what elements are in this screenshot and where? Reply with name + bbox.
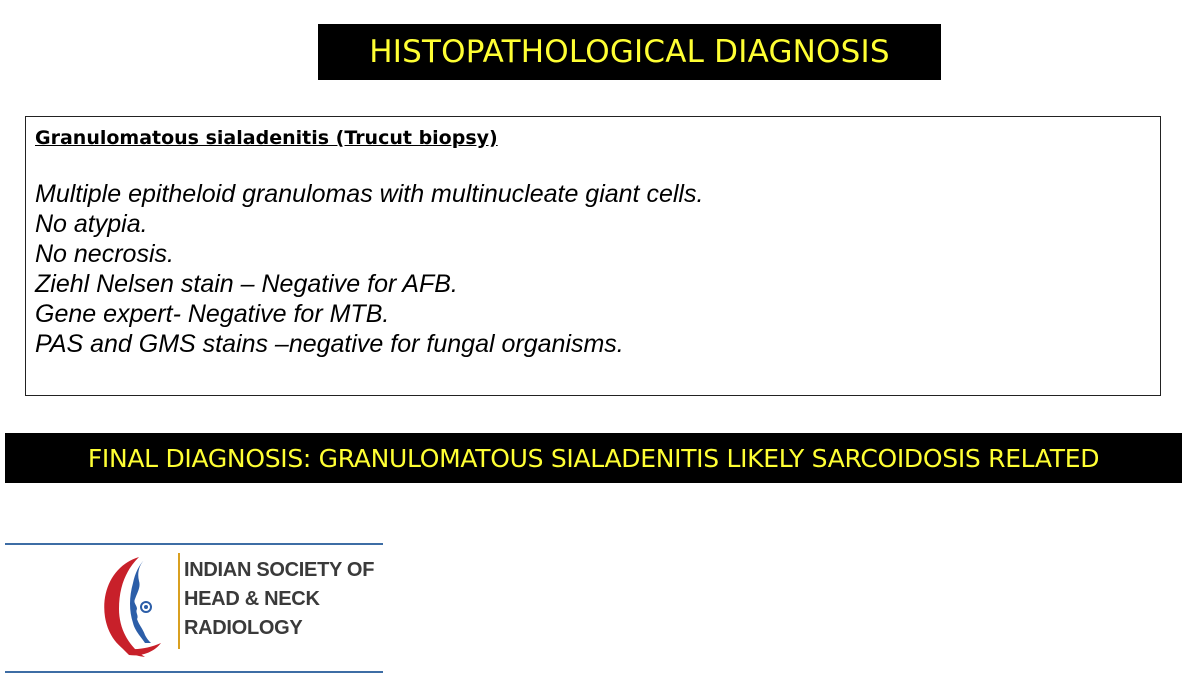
finding-line: Ziehl Nelsen stain – Negative for AFB. xyxy=(35,270,458,298)
logo-text xyxy=(184,556,374,643)
page-title: HISTOPATHOLOGICAL DIAGNOSIS xyxy=(369,34,890,70)
findings-box xyxy=(25,116,1161,396)
logo-top-rule xyxy=(5,543,383,545)
final-diagnosis-banner xyxy=(5,433,1182,483)
finding-line: No necrosis. xyxy=(35,240,174,268)
logo-line: INDIAN SOCIETY OF xyxy=(184,559,375,581)
findings-list xyxy=(35,179,1151,359)
logo-line: HEAD & NECK xyxy=(184,588,320,610)
title-banner xyxy=(318,24,941,80)
logo-divider xyxy=(178,553,180,649)
logo-line: RADIOLOGY xyxy=(184,617,303,639)
finding-line: Multiple epitheloid granulomas with multinucleate giant cells. xyxy=(35,180,704,208)
finding-line: PAS and GMS stains –negative for fungal organisms. xyxy=(35,330,624,358)
finding-line: No atypia. xyxy=(35,210,148,238)
logo-bottom-rule xyxy=(5,671,383,673)
head-profile-icon xyxy=(99,551,179,661)
findings-heading: Granulomatous sialadenitis (Trucut biopsy) xyxy=(35,127,498,149)
final-diagnosis-text: FINAL DIAGNOSIS: GRANULOMATOUS SIALADENITIS LIKELY SARCOIDOSIS RELATED xyxy=(87,443,1100,473)
society-logo xyxy=(5,543,383,674)
finding-line: Gene expert- Negative for MTB. xyxy=(35,300,390,328)
